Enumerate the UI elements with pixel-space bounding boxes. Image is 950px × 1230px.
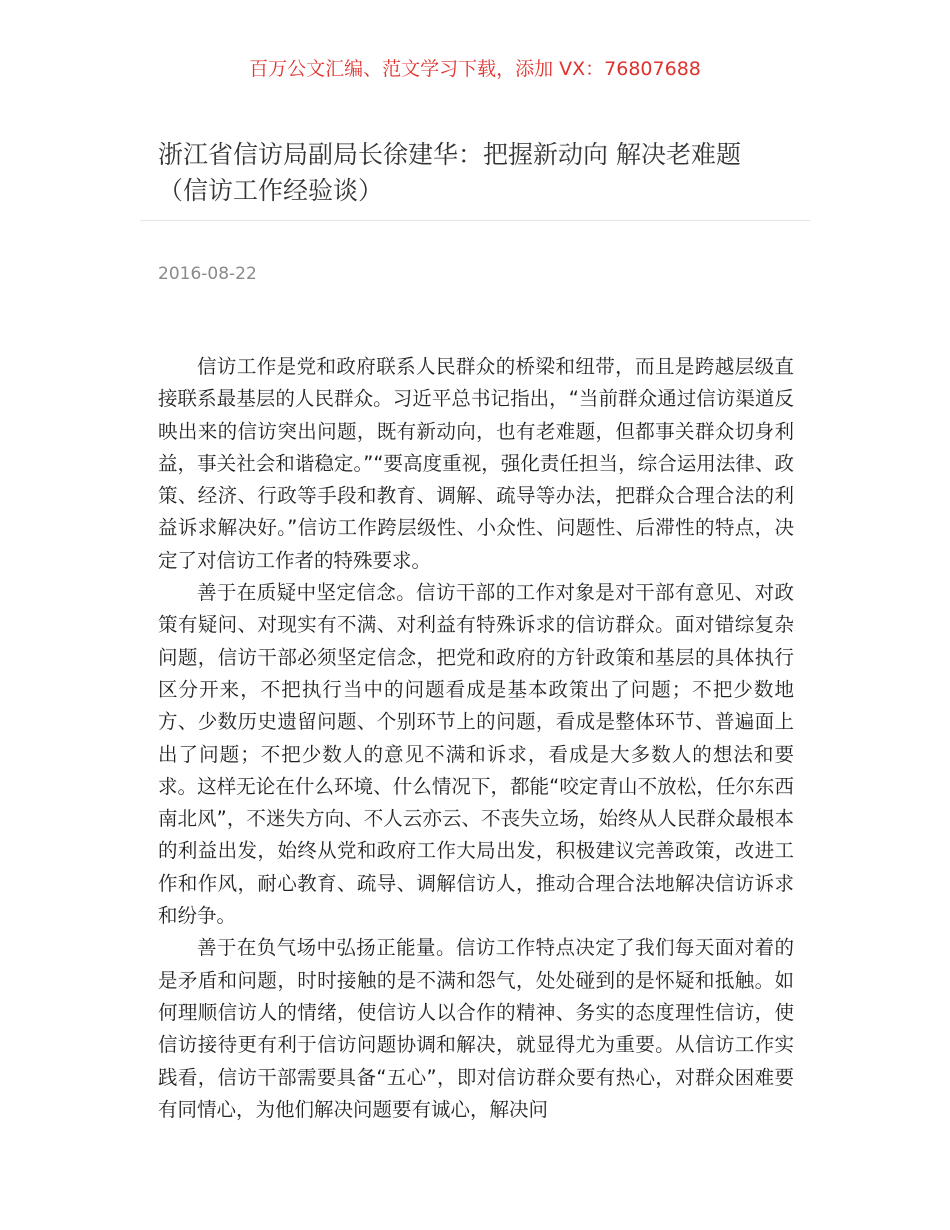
promo-banner: 百万公文汇编、范文学习下载，添加 VX：76807688 [249,58,701,80]
article-paragraph-1: 信访工作是党和政府联系人民群众的桥梁和纽带，而且是跨越层级直接联系最基层的人民群众。习近平总书记指出，“当前群众通过信访渠道反映出来的信访突出问题，既有新动向，也有老难题，但都事关群众切身利益，事关社会和谐稳定。”“要高度重视，强化责任担当，综合运用法律、政策、经济、行政等手段和教育、调解、疏导等办法，把群众合理合法的利益诉求解决好。”信访工作跨层级性、小众性、问题性、后滞性的特点，决定了对信访工作者的特殊要求。 [158,355,794,572]
article-paragraph-2: 善于在质疑中坚定信念。信访干部的工作对象是对干部有意见、对政策有疑问、对现实有不满、对利益有特殊诉求的信访群众。面对错综复杂问题，信访干部必须坚定信念，把党和政府的方针政策和基层的具体执行区分开来，不把执行当中的问题看成是基本政策出了问题；不把少数地方、少数历史遗留问题、个别环节上的问题，看成是整体环节、普遍面上出了问题；不把少数人的意见不满和诉求，看成是大多数人的想法和要求。这样无论在什么环境、什么情况下，都能“咬定青山不放松，任尔东西南北风”，不迷失方向、不人云亦云、不丧失立场，始终从人民群众最根本的利益出发，始终从党和政府工作大局出发，积极建议完善政策，改进工作和作风，耐心教育、疏导、调解信访人，推动合理合法地解决信访诉求和纷争。 [158,581,794,928]
article-title [158,137,808,209]
article-title-line-1: 浙江省信访局副局长徐建华：把握新动向 解决老难题 [158,140,741,169]
article-body [158,351,794,1126]
publish-date: 2016-08-22 [158,264,257,284]
article-title-line-2: （信访工作经验谈） [158,176,384,205]
article-paragraph-3: 善于在负气场中弘扬正能量。信访工作特点决定了我们每天面对着的是矛盾和问题，时时接触的是不满和怨气，处处碰到的是怀疑和抵触。如何理顺信访人的情绪，使信访人以合作的精神、务实的态度理性信访，使信访接待更有利于信访问题协调和解决，就显得尤为重要。从信访工作实践看，信访干部需要具备“五心”，即对信访群众要有热心，对群众困难要有同情心，为他们解决问题要有诚心，解决问 [158,936,794,1121]
title-divider [140,220,810,221]
